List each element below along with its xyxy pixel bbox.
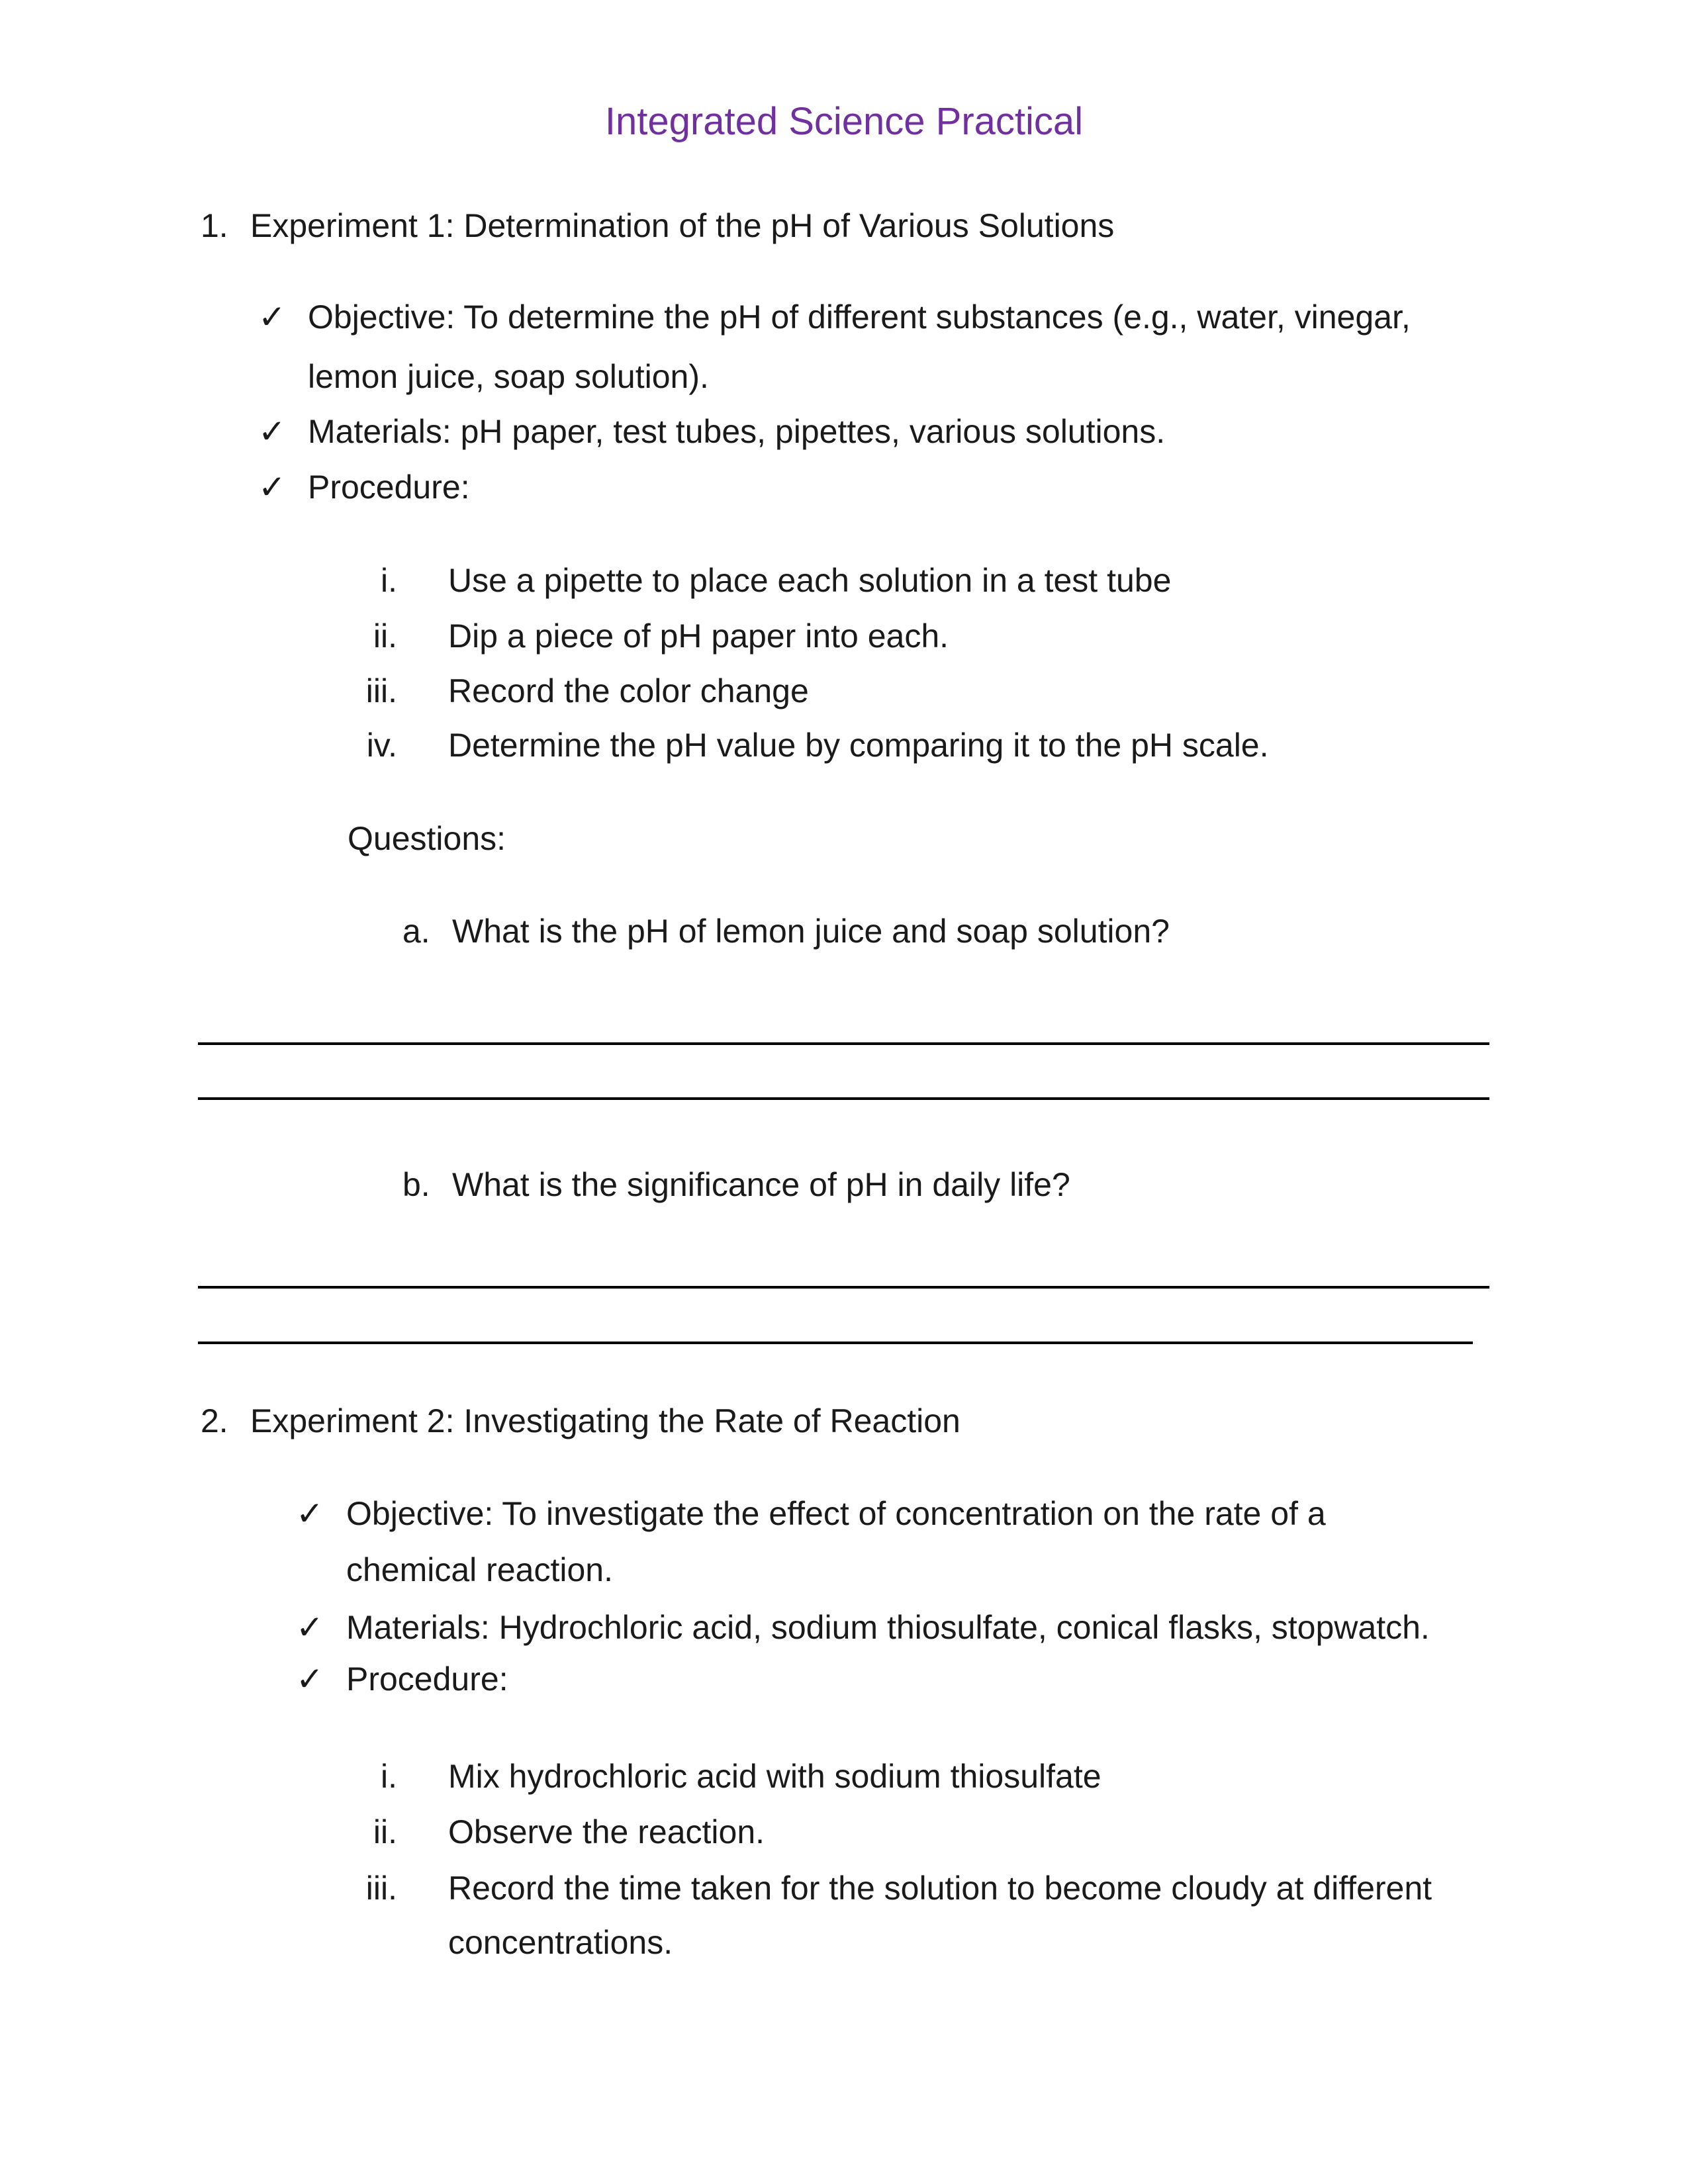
exp2-materials: Materials: Hydrochloric acid, sodium thiosulfate, conical flasks, stopwatch.: [346, 1609, 1430, 1646]
exp1-step-numeral: ii.: [373, 617, 397, 655]
answer-line: [198, 1097, 1489, 1100]
exp1-step-numeral: iii.: [365, 672, 397, 709]
exp2-step-line2: concentrations.: [448, 1924, 673, 1961]
checkmark-icon: ✓: [296, 1661, 324, 1698]
exp1-procedure-label: Procedure:: [308, 469, 470, 506]
exp2-procedure-label: Procedure:: [346, 1661, 508, 1698]
answer-line: [198, 1042, 1489, 1045]
exp1-step-text: Use a pipette to place each solution in a test tube: [448, 562, 1172, 599]
exp1-step-text: Record the color change: [448, 672, 809, 709]
checkmark-icon: ✓: [258, 413, 286, 450]
experiment1-heading: Experiment 1: Determination of the pH of Various Solutions: [250, 207, 1115, 244]
exp1-materials: Materials: pH paper, test tubes, pipettes, various solutions.: [308, 413, 1166, 450]
page-title: Integrated Science Practical: [604, 100, 1084, 143]
exp2-step-text: Observe the reaction.: [448, 1813, 765, 1850]
experiment2-number: 2.: [201, 1402, 228, 1439]
exp2-step-text: Mix hydrochloric acid with sodium thiosulfate: [448, 1758, 1102, 1795]
exp2-objective-line2: chemical reaction.: [346, 1551, 613, 1588]
exp2-step-numeral: ii.: [373, 1813, 397, 1850]
question-b-letter: b.: [402, 1166, 430, 1203]
exp2-step-numeral: i.: [381, 1758, 397, 1795]
exp1-step-numeral: i.: [381, 562, 397, 599]
question-a-text: What is the pH of lemon juice and soap solution?: [452, 913, 1170, 950]
exp2-objective-line1: Objective: To investigate the effect of concentration on the rate of a: [346, 1495, 1326, 1532]
question-a-letter: a.: [402, 913, 430, 950]
experiment2-heading: Experiment 2: Investigating the Rate of Reaction: [250, 1402, 961, 1439]
exp1-step-text: Determine the pH value by comparing it to the pH scale.: [448, 727, 1269, 764]
exp1-step-text: Dip a piece of pH paper into each.: [448, 617, 949, 655]
question-b-text: What is the significance of pH in daily life?: [452, 1166, 1070, 1203]
exp2-step-numeral: iii.: [365, 1870, 397, 1907]
exp1-objective-line2: lemon juice, soap solution).: [308, 358, 709, 395]
checkmark-icon: ✓: [296, 1609, 324, 1646]
answer-line: [198, 1286, 1489, 1289]
checkmark-icon: ✓: [296, 1495, 324, 1532]
answer-line: [198, 1342, 1473, 1344]
exp1-objective-line1: Objective: To determine the pH of different substances (e.g., water, vinegar,: [308, 298, 1411, 336]
checkmark-icon: ✓: [258, 469, 286, 506]
experiment1-number: 1.: [201, 207, 228, 244]
exp2-step-line1: Record the time taken for the solution to become cloudy at different: [448, 1870, 1432, 1907]
exp1-step-numeral: iv.: [366, 727, 397, 764]
questions-label: Questions:: [348, 820, 506, 857]
checkmark-icon: ✓: [258, 298, 286, 336]
